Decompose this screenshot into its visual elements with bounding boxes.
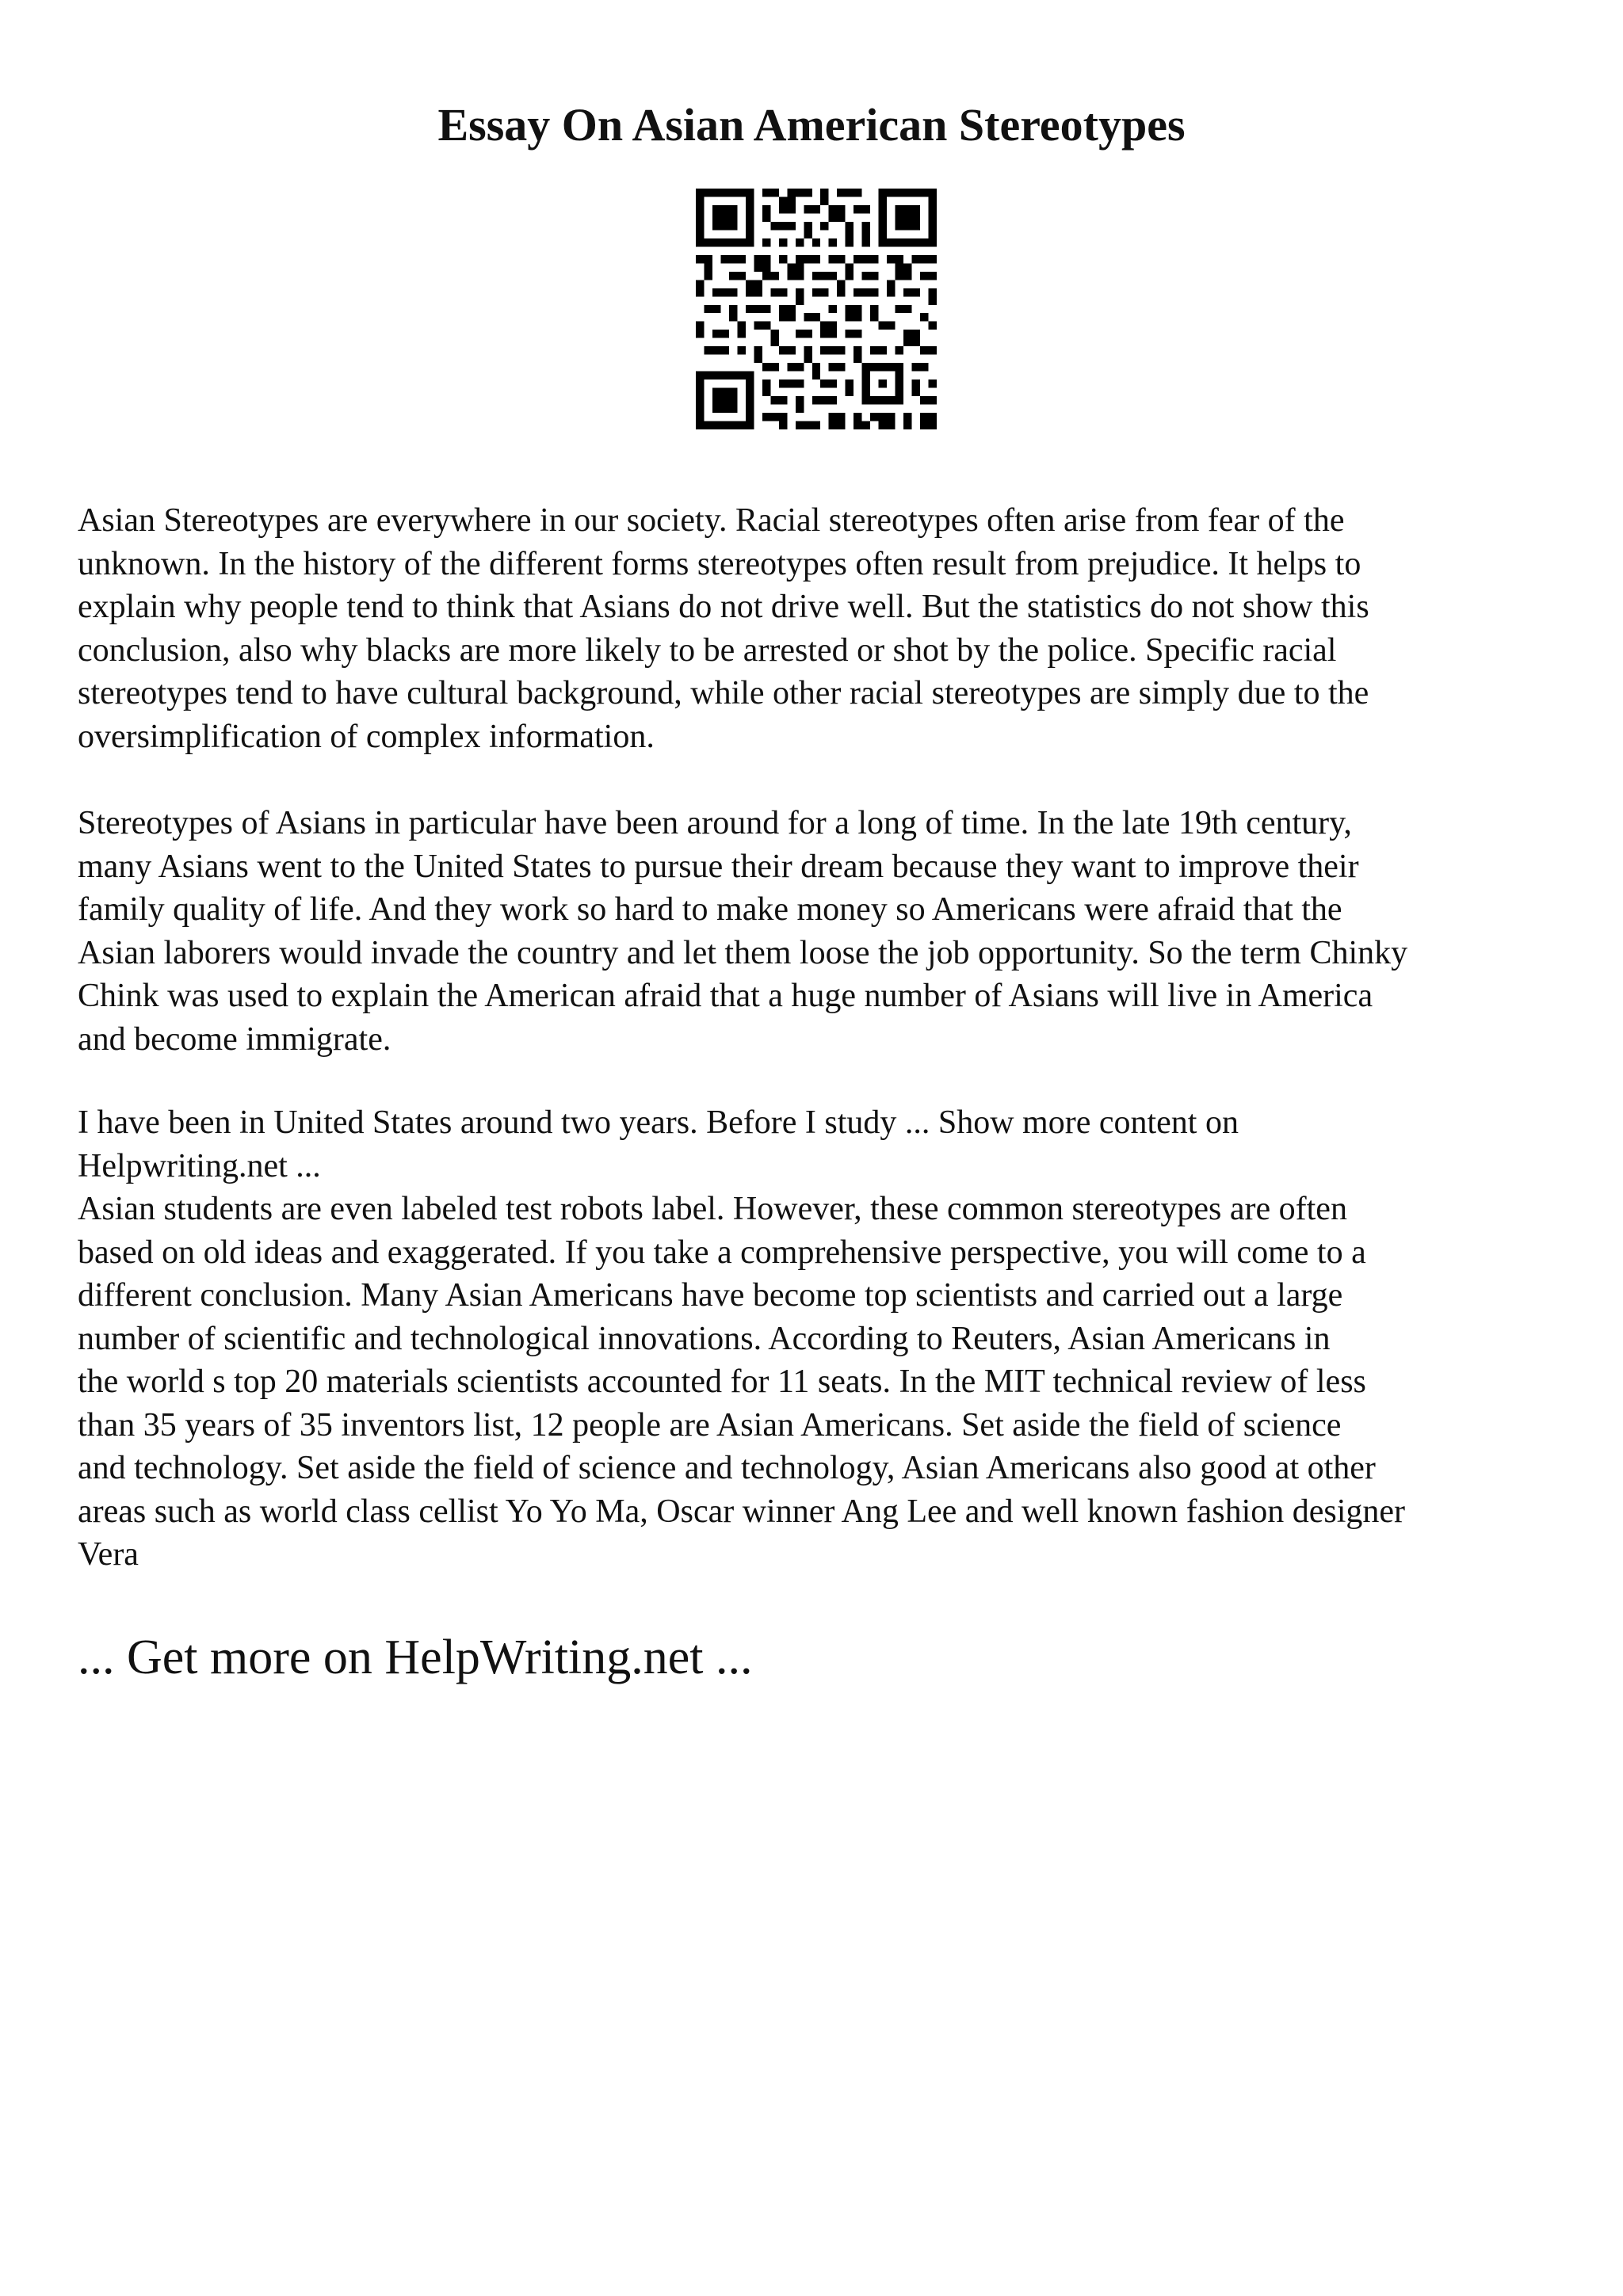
paragraph: I have been in United States around two years. Before I study ... Show more content on Helpwriting.net ...: [78, 1104, 1239, 1184]
paragraph: Stereotypes of Asians in particular have been around for a long of time. In the late 19th century, many Asians went to the United States to pursue their dream because they want to improve their family quality of life. And they work so hard to make money so Americans were afraid that the Asian laborers would invade the country and let them loose the job opportunity. So the term Chinky Chink was used to explain the American afraid that a huge number of Asians will live in America and become immigrate.: [78, 805, 1408, 1058]
qr-code-icon: [696, 189, 937, 429]
get-more-link[interactable]: ... Get more on HelpWriting.net ...: [78, 1630, 753, 1684]
paragraph: Asian students are even labeled test robots label. However, these common stereotypes are often based on old ideas and exaggerated. If you take a comprehensive perspective, you will come to a different conclusion. Many Asian Americans have become top scientists and carried out a large number of scientific and technological innovations. According to Reuters, Asian Americans in the world s top 20 materials scientists accounted for 11 seats. In the MIT technical review of less than 35 years of 35 inventors list, 12 people are Asian Americans. Set aside the field of science and technology. Set aside the field of science and technology, Asian Americans also good at other areas such as world class cellist Yo Yo Ma, Oscar winner Ang Lee and well known fashion designer Vera: [78, 1191, 1406, 1573]
paragraph: Asian Stereotypes are everywhere in our society. Racial stereotypes often arise from fear of the unknown. In the history of the different forms stereotypes often result from prejudice. It helps to explain why people tend to think that Asians do not drive well. But the statistics do not show this conclusion, also why blacks are more likely to be arrested or shot by the police. Specific racial stereotypes tend to have cultural background, while other racial stereotypes are simply due to the oversimplification of complex information.: [78, 502, 1369, 755]
document-title: Essay On Asian American Stereotypes: [437, 99, 1186, 151]
